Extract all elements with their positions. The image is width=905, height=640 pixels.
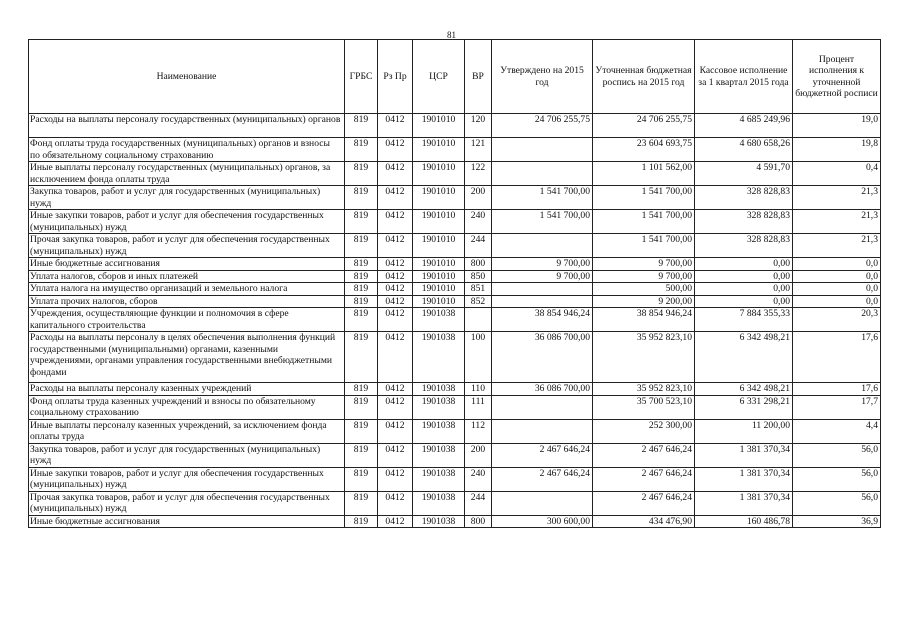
cell-csr: 1901038 — [413, 515, 465, 528]
cell-approved: 2 467 646,24 — [492, 443, 593, 467]
cell-grbs: 819 — [345, 467, 378, 491]
cell-cash: 6 342 498,21 — [695, 383, 793, 396]
cell-rzpr: 0412 — [378, 295, 413, 308]
cell-vr: 112 — [465, 419, 492, 443]
table-row — [29, 138, 881, 162]
cell-refined: 9 200,00 — [593, 295, 695, 308]
cell-rzpr: 0412 — [378, 186, 413, 210]
cell-approved: 9 700,00 — [492, 258, 593, 271]
cell-name: Уплата налога на имущество организаций и земельного налога — [29, 283, 345, 296]
cell-csr: 1901038 — [413, 383, 465, 396]
table-row — [29, 515, 881, 528]
cell-rzpr: 0412 — [378, 210, 413, 234]
cell-csr: 1901038 — [413, 419, 465, 443]
cell-refined: 2 467 646,24 — [593, 491, 695, 515]
table-row — [29, 308, 881, 332]
cell-rzpr: 0412 — [378, 467, 413, 491]
header-csr: ЦСР — [413, 40, 465, 114]
cell-name: Фонд оплаты труда казенных учреждений и взносы по обязательному социальному страхованию — [29, 395, 345, 419]
cell-vr: 240 — [465, 467, 492, 491]
cell-approved: 36 086 700,00 — [492, 332, 593, 383]
table-row — [29, 491, 881, 515]
cell-cash: 1 381 370,34 — [695, 467, 793, 491]
cell-percent: 56,0 — [793, 467, 881, 491]
cell-csr: 1901010 — [413, 138, 465, 162]
cell-name: Иные закупки товаров, работ и услуг для обеспечения государственных (муниципальных) нужд — [29, 467, 345, 491]
cell-vr: 850 — [465, 270, 492, 283]
cell-refined: 35 952 823,10 — [593, 332, 695, 383]
header-cash: Кассовое исполнение за 1 квартал 2015 года — [695, 40, 793, 114]
cell-refined: 24 706 255,75 — [593, 114, 695, 138]
cell-cash: 7 884 355,33 — [695, 308, 793, 332]
cell-vr: 851 — [465, 283, 492, 296]
cell-name: Закупка товаров, работ и услуг для государственных (муниципальных) нужд — [29, 443, 345, 467]
cell-name: Иные бюджетные ассигнования — [29, 258, 345, 271]
cell-cash: 0,00 — [695, 283, 793, 296]
cell-csr: 1901038 — [413, 491, 465, 515]
cell-name: Иные выплаты персоналу государственных (муниципальных) органов, за исключением фонда оплаты труда — [29, 162, 345, 186]
cell-grbs: 819 — [345, 210, 378, 234]
cell-rzpr: 0412 — [378, 443, 413, 467]
cell-cash: 4 685 249,96 — [695, 114, 793, 138]
cell-csr: 1901038 — [413, 443, 465, 467]
header-refined: Уточненная бюджетная роспись на 2015 год — [593, 40, 695, 114]
cell-approved — [492, 419, 593, 443]
cell-percent: 17,6 — [793, 332, 881, 383]
cell-vr: 244 — [465, 491, 492, 515]
cell-name: Расходы на выплаты персоналу в целях обеспечения выполнения функций государственными (муниципальными) органами, казенными учреждениями, органами управления государственными внебюджетными фондами — [29, 332, 345, 383]
cell-csr: 1901010 — [413, 283, 465, 296]
table-row — [29, 467, 881, 491]
table-row — [29, 443, 881, 467]
cell-cash: 11 200,00 — [695, 419, 793, 443]
cell-csr: 1901010 — [413, 295, 465, 308]
table-row — [29, 332, 881, 383]
cell-vr: 852 — [465, 295, 492, 308]
cell-refined: 35 700 523,10 — [593, 395, 695, 419]
table-row — [29, 419, 881, 443]
cell-percent: 0,0 — [793, 283, 881, 296]
cell-rzpr: 0412 — [378, 419, 413, 443]
cell-csr: 1901010 — [413, 114, 465, 138]
cell-csr: 1901010 — [413, 186, 465, 210]
cell-name: Фонд оплаты труда государственных (муниципальных) органов и взносы по обязательному социальному страхованию — [29, 138, 345, 162]
table-row — [29, 295, 881, 308]
cell-csr: 1901038 — [413, 467, 465, 491]
cell-csr: 1901038 — [413, 395, 465, 419]
cell-grbs: 819 — [345, 295, 378, 308]
cell-name: Прочая закупка товаров, работ и услуг для обеспечения государственных (муниципальных) нужд — [29, 234, 345, 258]
cell-percent: 0,4 — [793, 162, 881, 186]
cell-approved — [492, 283, 593, 296]
cell-percent: 0,0 — [793, 295, 881, 308]
cell-approved: 9 700,00 — [492, 270, 593, 283]
cell-refined: 500,00 — [593, 283, 695, 296]
cell-rzpr: 0412 — [378, 283, 413, 296]
cell-name: Учреждения, осуществляющие функции и полномочия в сфере капитального строительства — [29, 308, 345, 332]
cell-grbs: 819 — [345, 186, 378, 210]
cell-approved — [492, 138, 593, 162]
budget-execution-table — [28, 39, 881, 528]
cell-percent: 21,3 — [793, 186, 881, 210]
cell-approved: 36 086 700,00 — [492, 383, 593, 396]
header-name: Наименование — [29, 40, 345, 114]
cell-percent: 19,0 — [793, 114, 881, 138]
cell-name: Расходы на выплаты персоналу казенных учреждений — [29, 383, 345, 396]
header-vr: ВР — [465, 40, 492, 114]
cell-vr: 244 — [465, 234, 492, 258]
cell-name: Уплата налогов, сборов и иных платежей — [29, 270, 345, 283]
cell-refined: 2 467 646,24 — [593, 467, 695, 491]
cell-grbs: 819 — [345, 395, 378, 419]
header-grbs: ГРБС — [345, 40, 378, 114]
table-header-row — [29, 40, 881, 114]
cell-grbs: 819 — [345, 443, 378, 467]
cell-refined: 9 700,00 — [593, 258, 695, 271]
cell-cash: 4 680 658,26 — [695, 138, 793, 162]
cell-rzpr: 0412 — [378, 234, 413, 258]
cell-cash: 1 381 370,34 — [695, 443, 793, 467]
cell-csr: 1901038 — [413, 308, 465, 332]
cell-refined: 1 101 562,00 — [593, 162, 695, 186]
cell-approved — [492, 491, 593, 515]
cell-name: Расходы на выплаты персоналу государственных (муниципальных) органов — [29, 114, 345, 138]
cell-refined: 38 854 946,24 — [593, 308, 695, 332]
table-row — [29, 283, 881, 296]
cell-refined: 434 476,90 — [593, 515, 695, 528]
cell-refined: 252 300,00 — [593, 419, 695, 443]
cell-cash: 6 342 498,21 — [695, 332, 793, 383]
cell-csr: 1901010 — [413, 258, 465, 271]
cell-refined: 9 700,00 — [593, 270, 695, 283]
cell-csr: 1901010 — [413, 210, 465, 234]
cell-cash: 328 828,83 — [695, 234, 793, 258]
cell-rzpr: 0412 — [378, 270, 413, 283]
cell-cash: 0,00 — [695, 270, 793, 283]
cell-cash: 328 828,83 — [695, 186, 793, 210]
cell-vr: 240 — [465, 210, 492, 234]
cell-name: Закупка товаров, работ и услуг для государственных (муниципальных) нужд — [29, 186, 345, 210]
cell-csr: 1901010 — [413, 234, 465, 258]
cell-approved — [492, 395, 593, 419]
cell-percent: 0,0 — [793, 270, 881, 283]
cell-grbs: 819 — [345, 114, 378, 138]
cell-refined: 1 541 700,00 — [593, 234, 695, 258]
cell-rzpr: 0412 — [378, 383, 413, 396]
table-row — [29, 114, 881, 138]
cell-approved: 300 600,00 — [492, 515, 593, 528]
header-percent: Процент исполнения к уточненной бюджетной росписи — [793, 40, 881, 114]
cell-percent: 17,7 — [793, 395, 881, 419]
cell-grbs: 819 — [345, 419, 378, 443]
cell-percent: 17,6 — [793, 383, 881, 396]
cell-grbs: 819 — [345, 515, 378, 528]
table-row — [29, 162, 881, 186]
table-row — [29, 186, 881, 210]
table-row — [29, 258, 881, 271]
cell-approved — [492, 295, 593, 308]
cell-rzpr: 0412 — [378, 491, 413, 515]
cell-approved: 1 541 700,00 — [492, 210, 593, 234]
cell-percent: 4,4 — [793, 419, 881, 443]
cell-refined: 35 952 823,10 — [593, 383, 695, 396]
cell-cash: 1 381 370,34 — [695, 491, 793, 515]
cell-grbs: 819 — [345, 383, 378, 396]
cell-rzpr: 0412 — [378, 308, 413, 332]
header-rzpr: Рз Пр — [378, 40, 413, 114]
table-row — [29, 210, 881, 234]
cell-cash: 0,00 — [695, 295, 793, 308]
page-number: 81 — [447, 30, 456, 40]
cell-vr: 800 — [465, 515, 492, 528]
cell-vr: 121 — [465, 138, 492, 162]
cell-rzpr: 0412 — [378, 162, 413, 186]
cell-approved: 2 467 646,24 — [492, 467, 593, 491]
cell-name: Иные выплаты персоналу казенных учреждений, за исключением фонда оплаты труда — [29, 419, 345, 443]
cell-vr: 200 — [465, 186, 492, 210]
cell-percent: 20,3 — [793, 308, 881, 332]
cell-vr: 111 — [465, 395, 492, 419]
cell-approved: 1 541 700,00 — [492, 186, 593, 210]
table-row — [29, 270, 881, 283]
cell-name: Иные закупки товаров, работ и услуг для обеспечения государственных (муниципальных) нужд — [29, 210, 345, 234]
cell-grbs: 819 — [345, 283, 378, 296]
cell-approved — [492, 162, 593, 186]
cell-percent: 56,0 — [793, 443, 881, 467]
cell-cash: 4 591,70 — [695, 162, 793, 186]
cell-grbs: 819 — [345, 162, 378, 186]
cell-vr: 200 — [465, 443, 492, 467]
cell-cash: 328 828,83 — [695, 210, 793, 234]
cell-name: Уплата прочих налогов, сборов — [29, 295, 345, 308]
cell-refined: 1 541 700,00 — [593, 186, 695, 210]
cell-csr: 1901010 — [413, 270, 465, 283]
cell-name: Прочая закупка товаров, работ и услуг для обеспечения государственных (муниципальных) нужд — [29, 491, 345, 515]
cell-refined: 23 604 693,75 — [593, 138, 695, 162]
table-row — [29, 383, 881, 396]
cell-cash: 0,00 — [695, 258, 793, 271]
cell-cash: 6 331 298,21 — [695, 395, 793, 419]
cell-vr: 120 — [465, 114, 492, 138]
cell-grbs: 819 — [345, 491, 378, 515]
cell-cash: 160 486,78 — [695, 515, 793, 528]
cell-rzpr: 0412 — [378, 138, 413, 162]
cell-vr: 800 — [465, 258, 492, 271]
cell-rzpr: 0412 — [378, 114, 413, 138]
cell-approved — [492, 234, 593, 258]
cell-grbs: 819 — [345, 138, 378, 162]
cell-approved: 24 706 255,75 — [492, 114, 593, 138]
cell-rzpr: 0412 — [378, 258, 413, 271]
cell-refined: 2 467 646,24 — [593, 443, 695, 467]
cell-grbs: 819 — [345, 234, 378, 258]
cell-vr: 110 — [465, 383, 492, 396]
cell-refined: 1 541 700,00 — [593, 210, 695, 234]
cell-percent: 21,3 — [793, 210, 881, 234]
table-row — [29, 395, 881, 419]
cell-vr: 122 — [465, 162, 492, 186]
cell-rzpr: 0412 — [378, 332, 413, 383]
cell-percent: 0,0 — [793, 258, 881, 271]
cell-rzpr: 0412 — [378, 395, 413, 419]
cell-grbs: 819 — [345, 308, 378, 332]
cell-approved: 38 854 946,24 — [492, 308, 593, 332]
cell-percent: 19,8 — [793, 138, 881, 162]
cell-rzpr: 0412 — [378, 515, 413, 528]
cell-grbs: 819 — [345, 332, 378, 383]
cell-csr: 1901038 — [413, 332, 465, 383]
header-approved: Утверждено на 2015 год — [492, 40, 593, 114]
cell-percent: 21,3 — [793, 234, 881, 258]
cell-vr — [465, 308, 492, 332]
cell-percent: 36,9 — [793, 515, 881, 528]
cell-name: Иные бюджетные ассигнования — [29, 515, 345, 528]
cell-vr: 100 — [465, 332, 492, 383]
cell-grbs: 819 — [345, 270, 378, 283]
table-row — [29, 234, 881, 258]
cell-csr: 1901010 — [413, 162, 465, 186]
cell-grbs: 819 — [345, 258, 378, 271]
cell-percent: 56,0 — [793, 491, 881, 515]
